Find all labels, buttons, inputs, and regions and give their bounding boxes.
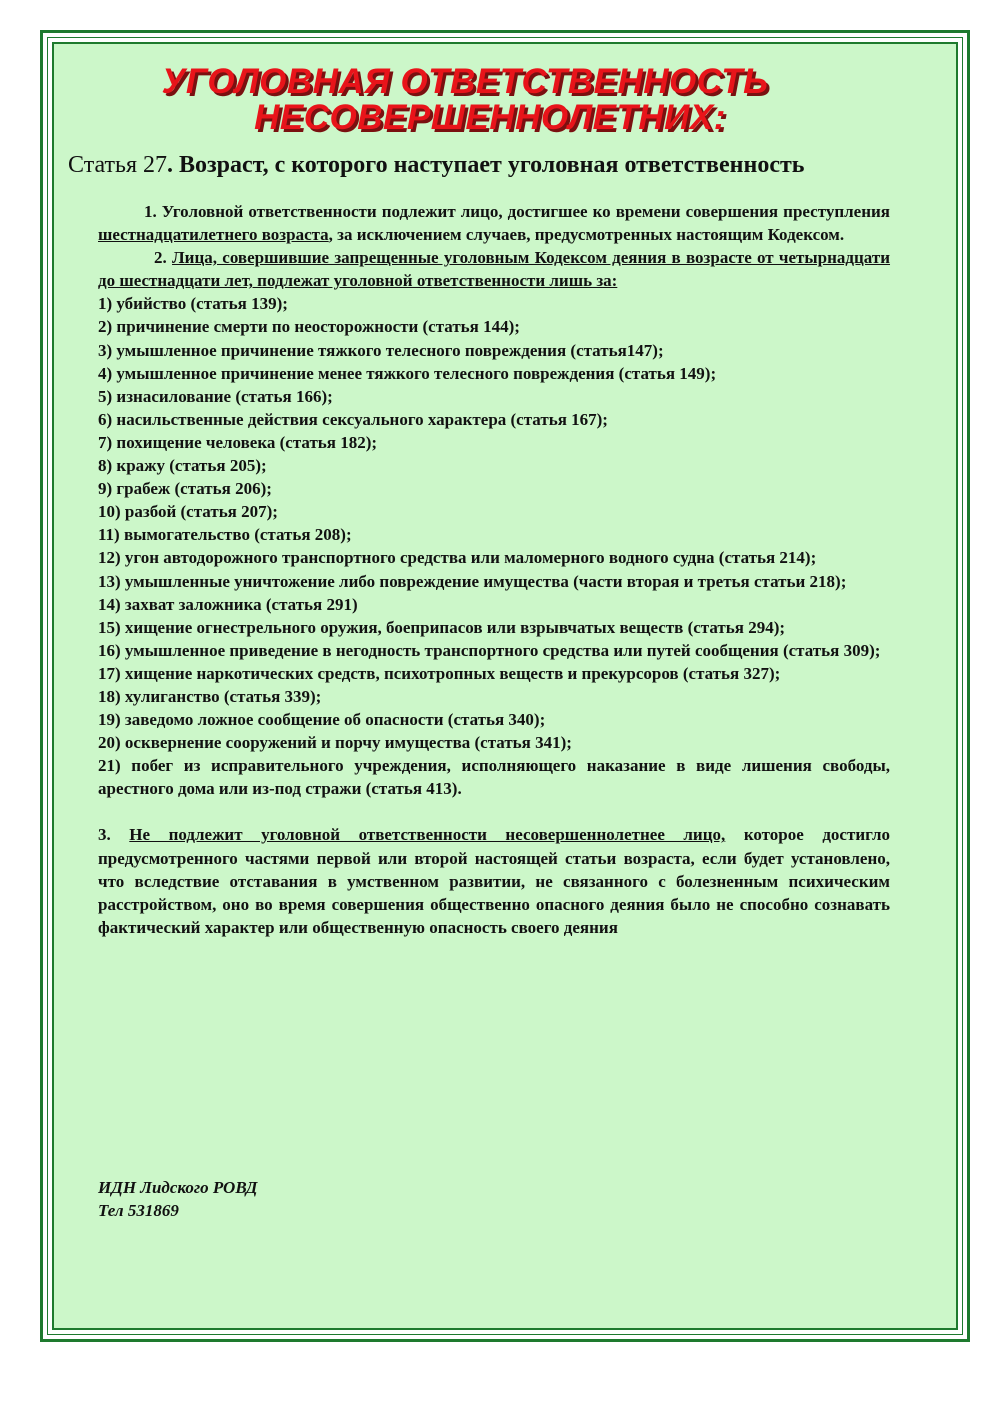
- article-heading-prefix: Статья 27: [68, 152, 167, 178]
- list-item: 18) хулиганство (статья 339);: [98, 686, 322, 706]
- paragraph-1-end: , за исключением случаев, предусмотренных настоящим Кодексом.: [328, 225, 845, 245]
- list-item: 20) осквернение сооружений и порчу имущества (статья 341);: [98, 733, 572, 753]
- list-item: 1) убийство (статья 139);: [98, 294, 288, 314]
- page-title: [54, 64, 956, 136]
- article-heading: [68, 152, 804, 179]
- list-item: 14) захват заложника (статья 291): [98, 594, 358, 614]
- list-item: 15) хищение огнестрельного оружия, боеприпасов или взрывчатых веществ (статья 294);: [98, 617, 786, 637]
- paragraph-1: [98, 200, 890, 246]
- title-line-1: УГОЛОВНАЯ ОТВЕТСТВЕННОСТЬ: [161, 62, 769, 101]
- list-item: 6) насильственные действия сексуального характера (статья 167);: [98, 409, 608, 429]
- paragraph-2-underlined: Лица, совершившие запрещенные уголовным Кодексом деяния в возрасте от четырнадцати до шестнадцати лет, подлежат уголовной ответственности лишь за:: [98, 248, 891, 291]
- paragraph-3-rest: которое достигло предусмотренного частями первой или второй настоящей статьи возраста, если будет установлено, что вследствие отставания в умственном развитии, не связанного с болезненным психическим расстройством, оно во время совершения общественно опасного деяния было не способно сознавать фактический характер или общественную опасность своего деяния: [98, 825, 891, 937]
- paragraph-3-number: 3.: [98, 825, 130, 845]
- list-item: 2) причинение смерти по неосторожности (статья 144);: [98, 317, 520, 337]
- list-item: 12) угон автодорожного транспортного средства или маломерного водного судна (статья 214);: [98, 548, 817, 568]
- list-item: 5) изнасилование (статья 166);: [98, 386, 333, 406]
- page-frame: [40, 30, 970, 1342]
- list-item: 19) заведомо ложное сообщение об опасности (статья 340);: [98, 710, 546, 730]
- page-frame-middle: [47, 37, 963, 1335]
- list-item: 21) побег из исправительного учреждения, исполняющего наказание в виде лишения свободы, арестного дома или из-под стражи (статья 413).: [98, 756, 890, 799]
- list-item: 11) вымогательство (статья 208);: [98, 525, 352, 545]
- title-line-2: НЕСОВЕРШЕННОЛЕТНИХ:: [254, 98, 726, 137]
- article-heading-title: . Возраст, с которого наступает уголовная ответственность: [166, 152, 805, 178]
- paragraph-2: [98, 246, 890, 292]
- list-item: 13) умышленные уничтожение либо повреждение имущества (части вторая и третья статьи 218);: [98, 571, 847, 591]
- list-item: 3) умышленное причинение тяжкого телесного повреждения (статья147);: [98, 340, 664, 360]
- signature-phone: Тел 531869: [98, 1201, 179, 1220]
- paragraph-2-number: 2.: [154, 248, 173, 268]
- list-item: 17) хищение наркотических средств, психотропных веществ и прекурсоров (статья 327);: [98, 663, 781, 683]
- paragraph-3-underlined: Не подлежит уголовной ответственности несовершеннолетнее лицо,: [129, 825, 726, 845]
- list-item: 16) умышленное приведение в негодность транспортного средства или путей сообщения (статья 309);: [98, 640, 881, 660]
- list-item: 8) кражу (статья 205);: [98, 456, 267, 476]
- paragraph-spacer: [98, 800, 890, 823]
- paragraph-1-underlined: шестнадцатилетнего возраста: [98, 225, 329, 245]
- paragraph-1-start: 1. Уголовной ответственности подлежит лицо, достигшее ко времени совершения преступления: [144, 202, 890, 221]
- list-item: 7) похищение человека (статья 182);: [98, 432, 378, 452]
- content-panel: [52, 42, 958, 1330]
- list-item: 4) умышленное причинение менее тяжкого телесного повреждения (статья 149);: [98, 363, 717, 383]
- article-body: [98, 200, 890, 939]
- paragraph-3: [98, 823, 890, 938]
- signature-org: ИДН Лидского РОВД: [98, 1178, 258, 1197]
- signature-block: [98, 1176, 257, 1222]
- list-item: 10) разбой (статья 207);: [98, 502, 278, 522]
- list-item: 9) грабеж (статья 206);: [98, 479, 272, 499]
